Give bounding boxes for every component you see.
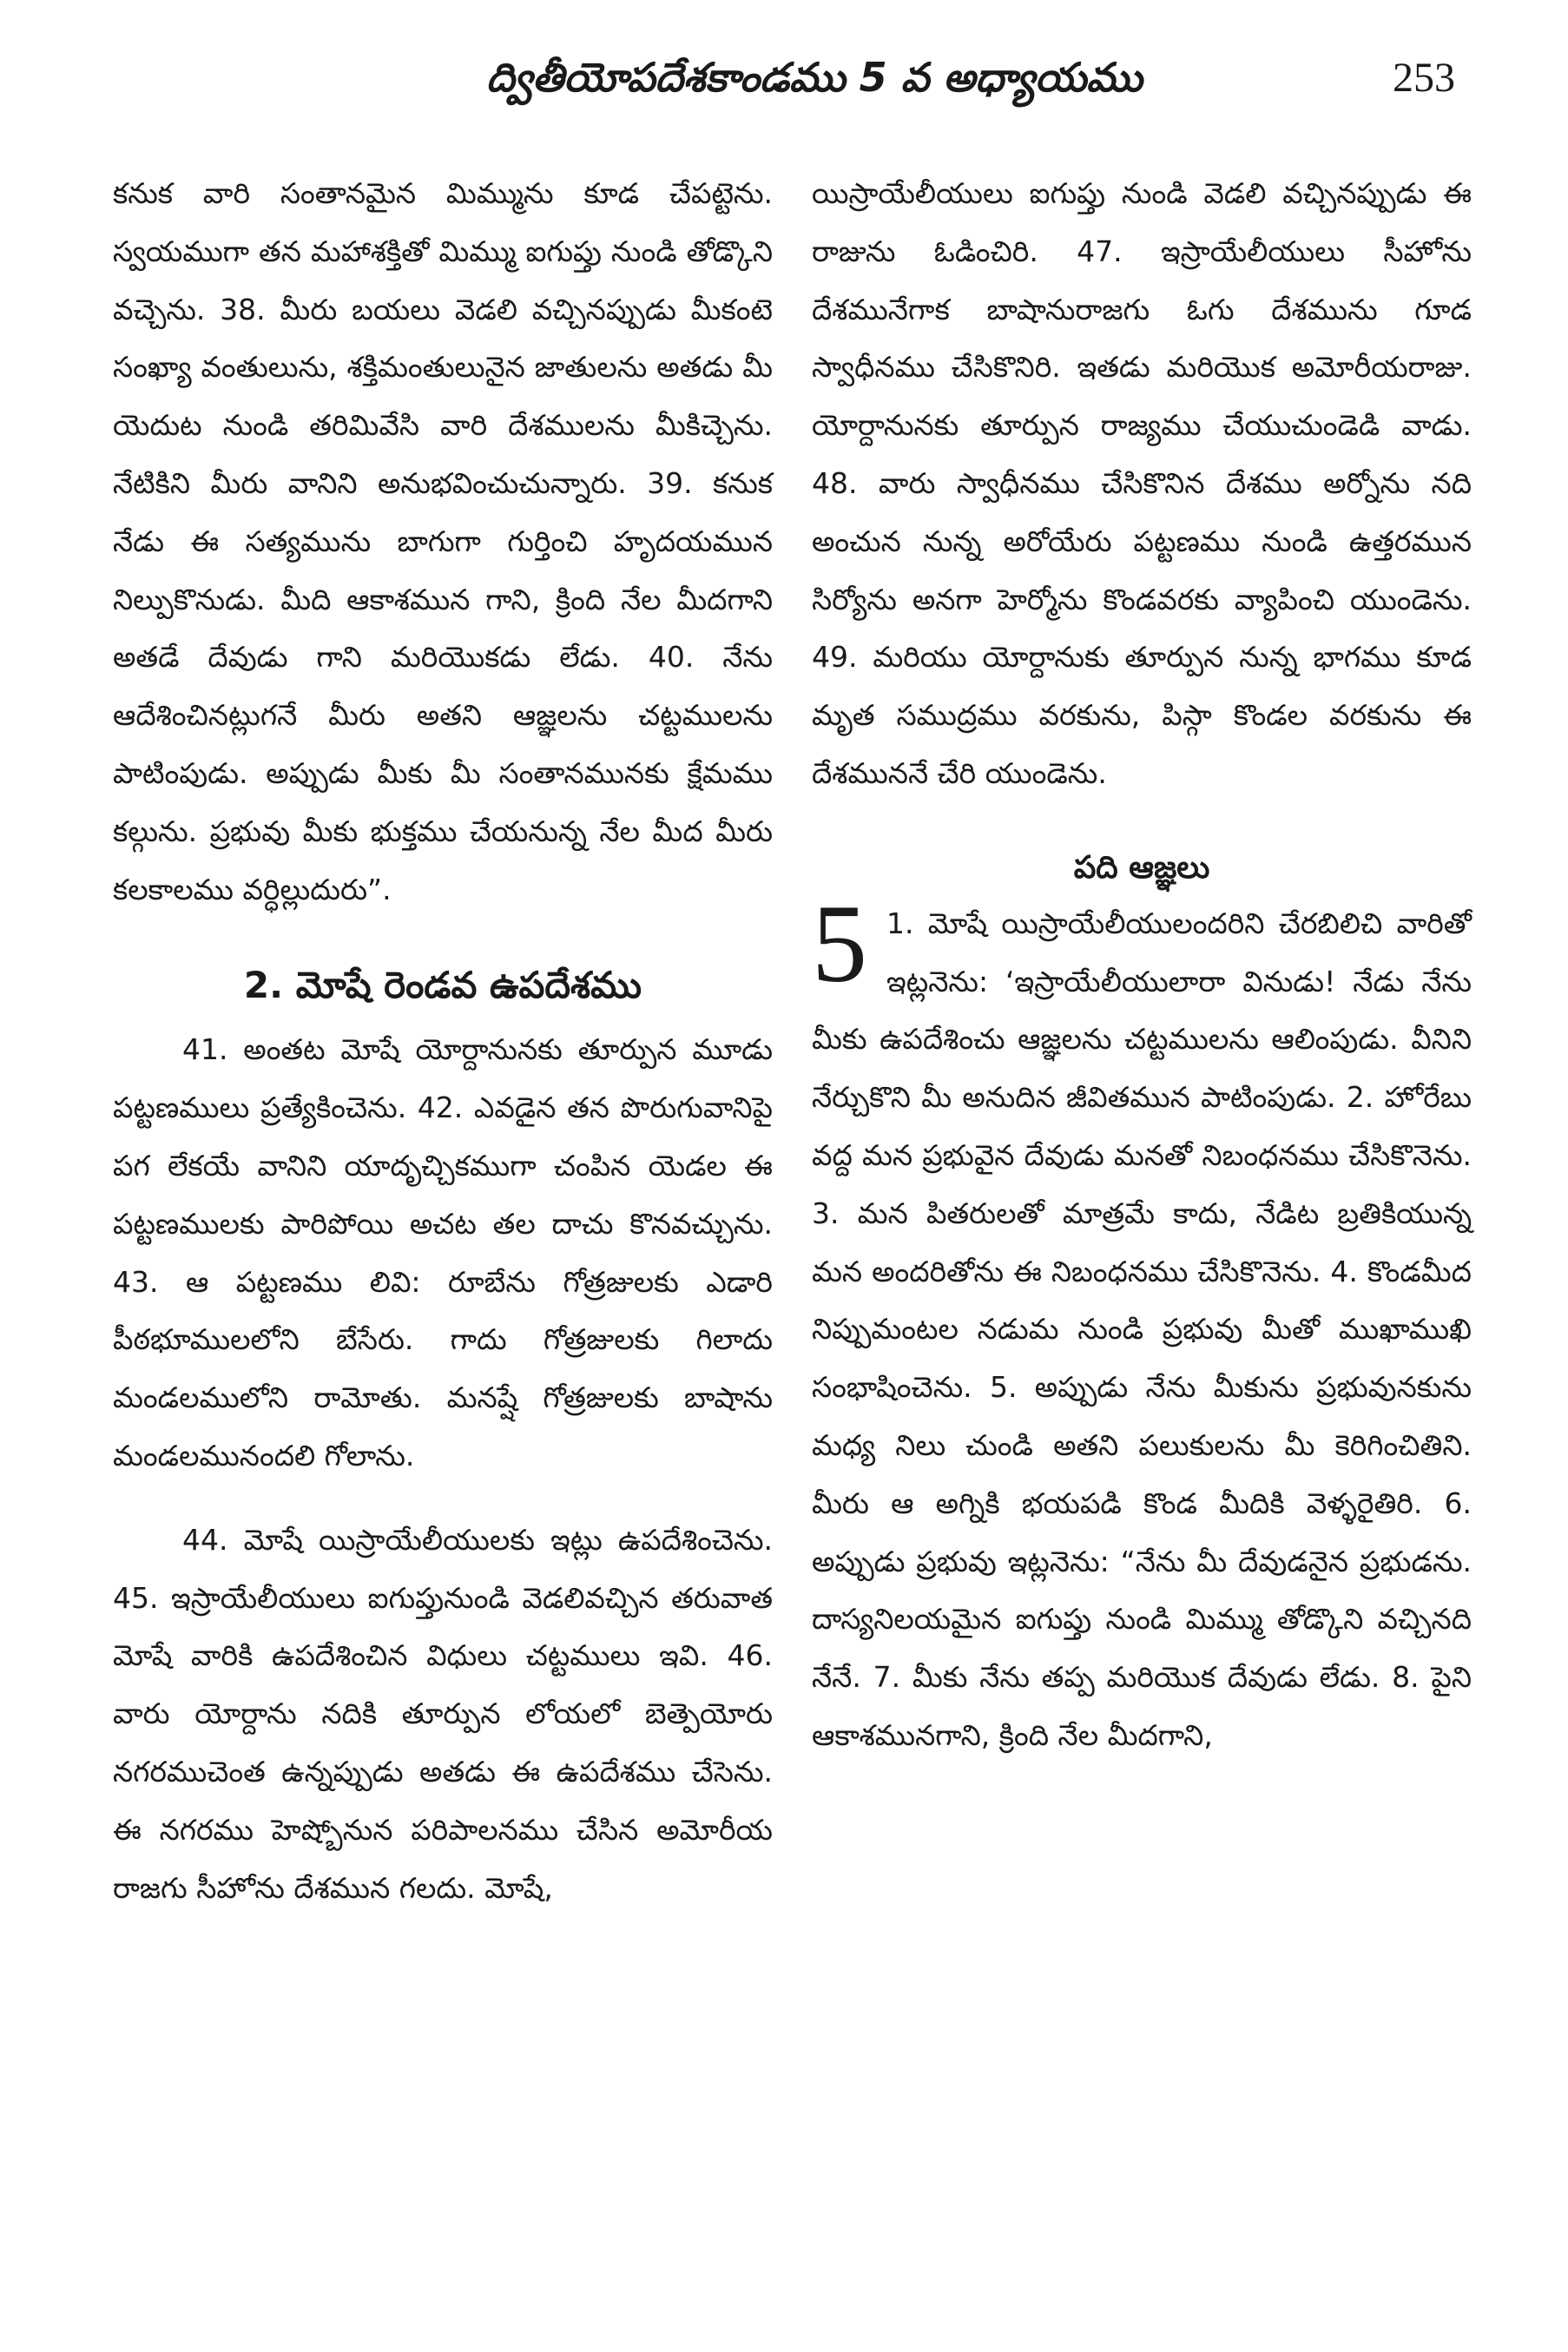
- page-number: 253: [1393, 55, 1455, 101]
- running-header: [174, 45, 1455, 115]
- right-paragraph-2: 1. మోషే యిస్రాయేలీయులందరిని చేరబిలిచి వారితో ఇట్లనెను: ‘ఇస్రాయేలీయులారా వినుడు! నేడు నేను మీకు ఉపదేశించు ఆజ్ఞలను చట్టములను ఆలింపుడు. వీనిని నేర్చుకొని మీ అనుదిన జీవితమున పాటింపుడు. 2. హోరేబు వద్ద మన ప్రభువైన దేవుడు మనతో నిబంధనము చేసికొనెను. 3. మన పితరులతో మాత్రమే కాదు, నేడిట బ్రతికియున్న మన అందరితోను ఈ నిబంధనము చేసికొనెను. 4. కొండమీద నిప్పుమంటల నడుమ నుండి ప్రభువు మీతో ముఖాముఖి సంభాషించెను. 5. అప్పుడు నేను మీకును ప్రభువునకును మధ్య నిలు చుండి అతని పలుకులను మీ కెరిగించితిని. మీరు ఆ అగ్నికి భయపడి కొండ మీదికి వెళ్ళరైతిరి. 6. అప్పుడు ప్రభువు ఇట్లనెను: “నేను మీ దేవుడనైన ప్రభుడను. దాస్యనిలయమైన ఐగుప్తు నుండి మిమ్ము తోడ్కొని వచ్చినది నేనే. 7. మీకు నేను తప్ప మరియొక దేవుడు లేడు. 8. పైని ఆకాశమునగాని, క్రింది నేల మీదగాని,: [812, 906, 1472, 1752]
- right-column: [812, 165, 1472, 1765]
- section-heading-second-discourse: 2. మోషే రెండవ ఉపదేశము: [243, 964, 642, 1007]
- left-paragraph-2: 41. అంతట మోషే యోర్దానునకు తూర్పున మూడు పట్టణములు ప్రత్యేకించెను. 42. ఎవడైన తన పొరుగువానిపై పగ లేకయే వానిని యాదృచ్చికముగా చంపిన యెడల ఈ పట్టణములకు పారిపోయి అచట తల దాచు కొనవచ్చును. 43. ఆ పట్టణము లివి: రూబేను గోత్రజులకు ఎడారి పీఠభూములలోని బేసేరు. గాదు గోత్రజులకు గిలాదు మండలములోని రామోతు. మనష్షే గోత్రజులకు బాషాను మండలమునందలి గోలాను.: [113, 1032, 773, 1472]
- chapter-number-dropcap: 5: [812, 881, 867, 1005]
- chapter-title: ద్వితీయోపదేశకాండము 5 వ అధ్యాయము: [486, 54, 1143, 101]
- chapter-opening: [812, 881, 1472, 1765]
- left-column: [113, 165, 773, 1917]
- section-heading-ten-commandments: పది ఆజ్ఞలు: [1073, 849, 1210, 886]
- right-paragraph-1: యిస్రాయేలీయులు ఐగుప్తు నుండి వెడలి వచ్చినప్పుడు ఈ రాజును ఓడించిరి. 47. ఇస్రాయేలీయులు సీహోను దేశమునేగాక బాషానురాజగు ఓగు దేశమును గూడ స్వాధీనము చేసికొనిరి. ఇతడు మరియొక అమోరీయరాజు. యోర్దానునకు తూర్పున రాజ్యము చేయుచుండెడి వాడు. 48. వారు స్వాధీనము చేసికొనిన దేశము అర్నోను నది అంచున నున్న అరోయేరు పట్టణము నుండి ఉత్తరమున సిర్యోను అనగా హెర్మోను కొండవరకు వ్యాపించి యుండెను. 49. మరియు యోర్దానుకు తూర్పున నున్న భాగము కూడ మృత సముద్రము వరకును, పిస్గా కొండల వరకును ఈ దేశముననే చేరి యుండెను.: [812, 176, 1472, 790]
- left-paragraph-1: కనుక వారి సంతానమైన మిమ్మును కూడ చేపట్టెను. స్వయముగా తన మహాశక్తితో మిమ్ము ఐగుప్తు నుండి తోడ్కొని వచ్చెను. 38. మీరు బయలు వెడలి వచ్చినప్పుడు మీకంటె సంఖ్యా వంతులును, శక్తిమంతులునైన జాతులను అతడు మీ యెదుట నుండి తరిమివేసి వారి దేశములను మీకిచ్చెను. నేటికిని మీరు వానిని అనుభవించుచున్నారు. 39. కనుక నేడు ఈ సత్యమును బాగుగా గుర్తించి హృదయమున నిల్పుకొనుడు. మీది ఆకాశమున గాని, క్రింది నేల మీదగాని అతడే దేవుడు గాని మరియొకడు లేడు. 40. నేను ఆదేశించినట్లుగనే మీరు అతని ఆజ్ఞలను చట్టములను పాటింపుడు. అప్పుడు మీకు మీ సంతానమునకు క్షేమము కల్గును. ప్రభువు మీకు భుక్తము చేయనున్న నేల మీద మీరు కలకాలము వర్ధిల్లుదురు”.: [113, 176, 773, 906]
- left-paragraph-3: 44. మోషే యిస్రాయేలీయులకు ఇట్లు ఉపదేశించెను. 45. ఇస్రాయేలీయులు ఐగుప్తునుండి వెడలివచ్చిన తరువాత మోషే వారికి ఉపదేశించిన విధులు చట్టములు ఇవి. 46. వారు యోర్దాను నదికి తూర్పున లోయలో బెత్పెయోరు నగరముచెంత ఉన్నప్పుడు అతడు ఈ ఉపదేశము చేసెను. ఈ నగరము హెష్బోనున పరిపాలనము చేసిన అమోరీయ రాజగు సీహోను దేశమున గలదు. మోషే,: [113, 1522, 773, 1905]
